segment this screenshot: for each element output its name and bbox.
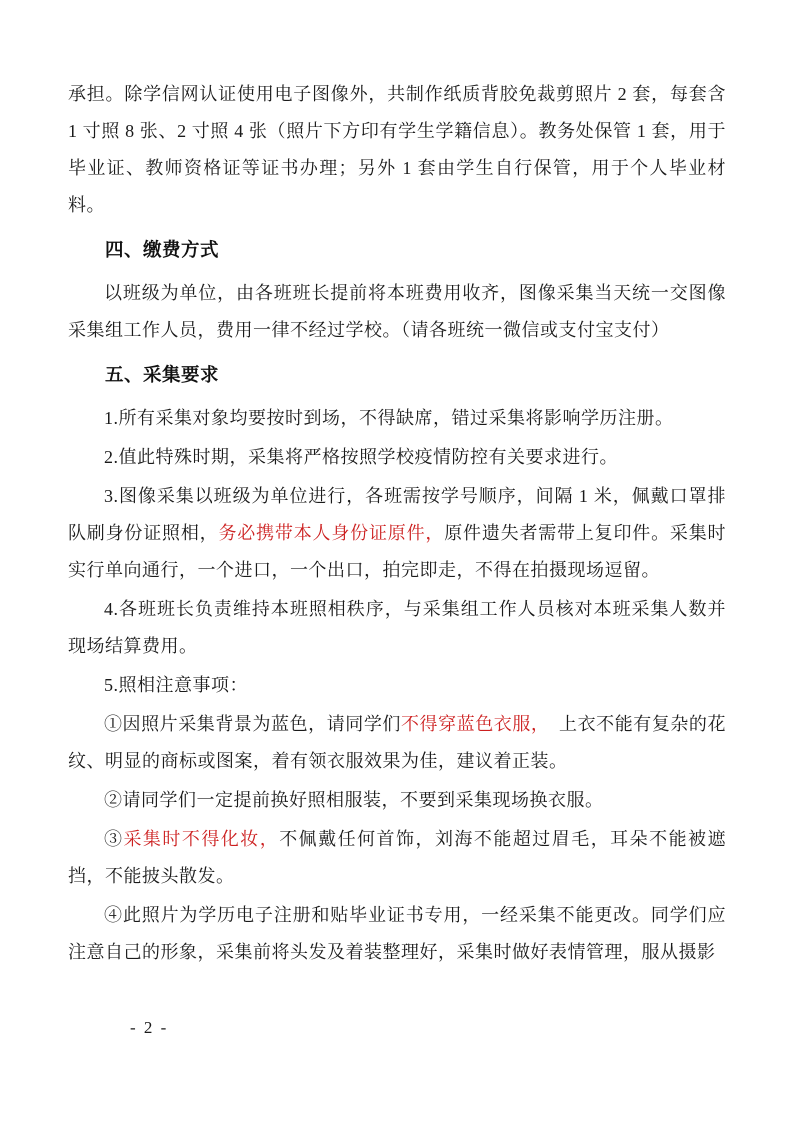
paragraph-continued-from-previous-page: 承担。除学信网认证使用电子图像外，共制作纸质背胶免裁剪照片 2 套，每套含 1 寸照 8 张、2 寸照 4 张（照片下方印有学生学籍信息）。教务处保管 1 套，用于毕业证、教师资格证等证书办理；另外 1 套由学生自行保管，用于个人毕业材料。	[68, 84, 726, 215]
document-body	[68, 76, 726, 973]
photo-note-1	[68, 706, 726, 780]
requirement-item-4: 4.各班班长负责维持本班照相秩序，与采集组工作人员核对本班采集人数并现场结算费用。	[68, 599, 726, 656]
requirement-item-3	[68, 478, 726, 589]
requirement-item-2: 2.值此特殊时期，采集将严格按照学校疫情防控有关要求进行。	[104, 447, 618, 467]
photo-note-1-red-emphasis: 不得穿蓝色衣服，	[400, 714, 541, 734]
section-heading-payment-method: 四、缴费方式	[105, 239, 220, 260]
requirement-item-3-text-after: 原件遗失者需带上复印件。采集时实行单向通行，一个进口，一个出口，拍完即走，不得在拍摄现场逗留。	[68, 523, 727, 580]
photo-note-3-red-emphasis: 采集时不得化妆，	[123, 829, 280, 849]
photo-note-3-text-after: 不佩戴任何首饰，刘海不能超过眉毛，耳朵不能被遮挡，不能披头散发。	[68, 829, 727, 886]
requirement-item-3-text: 3.图像采集以班级为单位进行，各班需按学号顺序，间隔 1 米，佩戴口罩排队刷身份证照相，	[68, 486, 726, 543]
photo-note-4: ④此照片为学历电子注册和贴毕业证书专用，一经采集不能更改。同学们应注意自己的形象，采集前将头发及着装整理好，采集时做好表情管理，服从摄影	[68, 905, 726, 962]
photo-note-2: ②请同学们一定提前换好照相服装，不要到采集现场换衣服。	[104, 790, 604, 810]
photo-note-1-text-after: 上衣不能有复杂的花纹、明显的商标或图案，着有领衣服效果为佳，建议着正装。	[68, 714, 726, 771]
page-number: - 2 -	[130, 1018, 169, 1037]
paragraph-payment-method: 以班级为单位，由各班班长提前将本班费用收齐，图像采集当天统一交图像采集组工作人员，费用一律不经过学校。（请各班统一微信或支付宝支付）	[68, 283, 726, 340]
requirement-item-3-red-emphasis: 务必携带本人身份证原件，	[218, 523, 445, 543]
section-heading-collection-requirements: 五、采集要求	[105, 364, 220, 385]
photo-note-3-marker: ③	[104, 829, 124, 849]
photo-note-1-text: ①因照片采集背景为蓝色，请同学们	[104, 714, 401, 734]
requirement-item-5: 5.照相注意事项：	[104, 675, 248, 695]
photo-note-3	[68, 821, 726, 895]
requirement-item-1: 1.所有采集对象均要按时到场，不得缺席，错过采集将影响学历注册。	[104, 408, 674, 428]
